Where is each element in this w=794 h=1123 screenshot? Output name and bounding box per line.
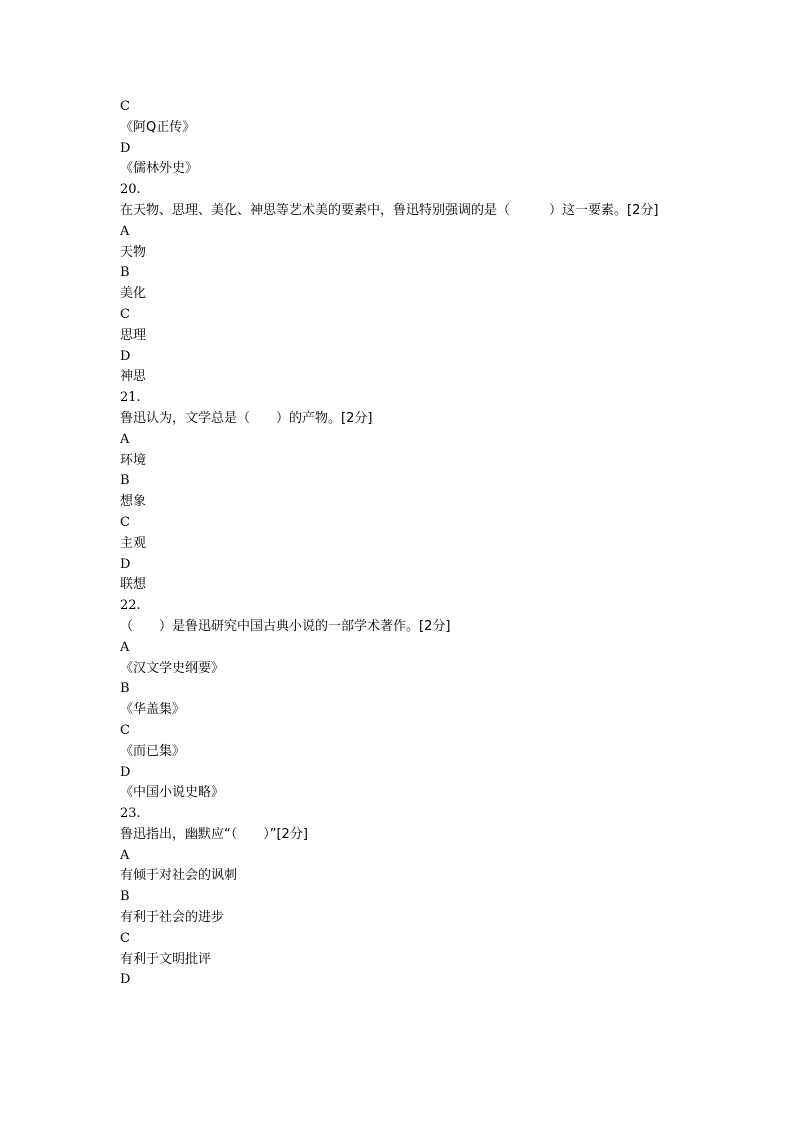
option-letter: B xyxy=(120,265,130,281)
option-letter: C xyxy=(120,514,130,530)
option-letter: D xyxy=(120,972,131,988)
question-number: 20. xyxy=(120,182,141,198)
option-letter: A xyxy=(120,847,130,863)
option-text: 环境 xyxy=(120,452,147,468)
option-text: 《而已集》 xyxy=(120,743,186,759)
question-text: 在天物、思理、美化、神思等艺术美的要素中，鲁迅特别强调的是（ ）这一要素。[2分] xyxy=(120,202,659,218)
option-letter: B xyxy=(120,473,130,489)
option-text: 主观 xyxy=(120,535,147,551)
option-text: 联想 xyxy=(120,577,147,593)
option-text: 有利于社会的进步 xyxy=(120,910,225,926)
option-letter: D xyxy=(120,348,131,364)
option-text: 神思 xyxy=(120,369,147,385)
option-letter: C xyxy=(120,99,130,114)
question-text: （ ）是鲁迅研究中国古典小说的一部学术著作。[2分] xyxy=(120,618,451,634)
option-letter: A xyxy=(120,223,130,239)
option-letter: A xyxy=(120,639,130,655)
option-letter: D xyxy=(120,556,131,572)
option-letter: C xyxy=(120,930,130,946)
option-text: 《华盖集》 xyxy=(120,702,186,718)
option-text: 思理 xyxy=(120,327,147,343)
question-number: 21. xyxy=(120,390,141,406)
option-text: 《汉文学史纲要》 xyxy=(120,660,225,676)
option-text: 天物 xyxy=(120,244,147,260)
option-text: 想象 xyxy=(120,494,147,510)
option-text: 有利于文明批评 xyxy=(120,951,212,967)
option-text: 《中国小说史略》 xyxy=(120,785,225,801)
option-text: 《阿Q正传》 xyxy=(120,119,196,135)
option-letter: B xyxy=(120,889,130,905)
question-text: 鲁迅认为，文学总是（ ）的产物。[2分] xyxy=(120,410,373,426)
option-text: 有倾于对社会的讽刺 xyxy=(120,868,238,884)
option-letter: C xyxy=(120,306,130,322)
option-letter: D xyxy=(120,764,131,780)
option-letter: C xyxy=(120,722,130,738)
option-letter: A xyxy=(120,431,130,447)
question-number: 23. xyxy=(120,806,141,822)
option-letter: B xyxy=(120,681,130,697)
option-text: 美化 xyxy=(120,286,147,302)
question-text: 鲁迅指出，幽默应“（ ）”[2分] xyxy=(120,826,308,842)
question-number: 22. xyxy=(120,598,141,614)
document-page xyxy=(120,97,680,991)
option-text: 《儒林外史》 xyxy=(120,161,199,177)
option-letter: D xyxy=(120,140,131,156)
